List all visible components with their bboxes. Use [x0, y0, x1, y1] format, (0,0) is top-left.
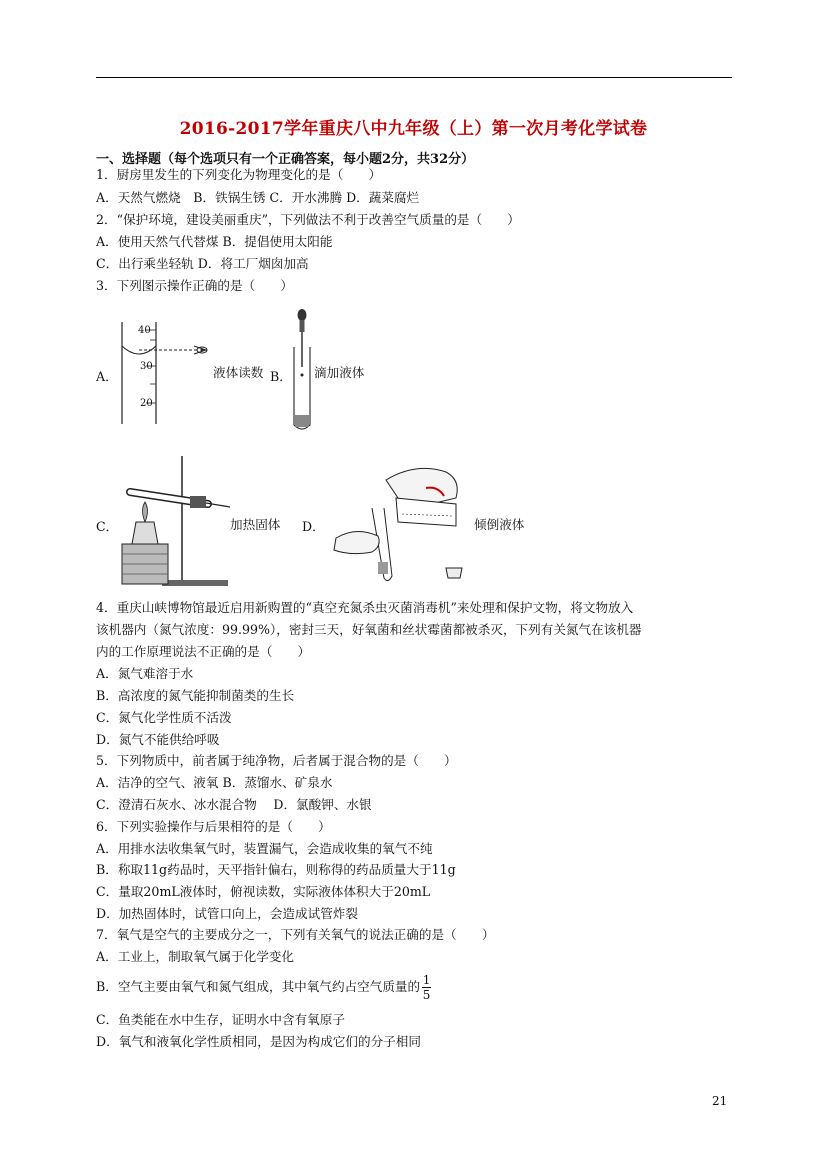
figure-c-caption: 加热固体: [230, 517, 281, 532]
question-7-option-d: D．氧气和液氧化学性质相同，是因为构成它们的分子相同: [96, 1034, 421, 1049]
question-1-options: A．天然气燃烧 B．铁锅生锈 C．开水沸腾 D．蔬菜腐烂: [96, 190, 420, 205]
question-5-options-cd: C．澄清石灰水、冰水混合物 D．氯酸钾、水银: [96, 797, 372, 812]
question-3: 3．下列图示操作正确的是（ ）: [96, 278, 293, 293]
page-number: 21: [712, 1094, 728, 1108]
question-6-option-d: D．加热固体时，试管口向上，会造成试管炸裂: [96, 906, 358, 921]
fraction: [422, 974, 431, 1001]
question-5-options-ab: A．洁净的空气、液氧 B．蒸馏水、矿泉水: [96, 775, 333, 790]
question-4-option-a: A．氮气难溶于水: [96, 666, 194, 681]
dropper-figure: [290, 305, 314, 435]
question-2-options-cd: C．出行乘坐轻轨 D．将工厂烟囱加高: [96, 256, 309, 271]
question-6-option-b: B．称取11g药品时，天平指针偏右，则称得的药品质量大于11g: [96, 862, 456, 877]
question-4-line-1: 4．重庆山峡博物馆最近启用新购置的“真空充氮杀虫灭菌消毒机”来处理和保护文物，将文物放入: [96, 600, 634, 615]
question-4-line-2: 该机器内（氮气浓度：99.99%），密封三天，好氧菌和丝状霉菌都被杀灭，下列有关氮气在该机器: [96, 622, 642, 637]
question-1: 1．厨房里发生的下列变化为物理变化的是（ ）: [96, 167, 382, 182]
question-5: 5．下列物质中，前者属于纯净物，后者属于混合物的是（ ）: [96, 753, 457, 768]
fraction-denominator: 5: [422, 988, 431, 1002]
question-2-options-ab: A．使用天然气代替煤 B．提倡使用太阳能: [96, 234, 333, 249]
figure-a-caption: 液体读数: [213, 365, 264, 380]
figure-b-caption: 滴加液体: [314, 365, 365, 380]
question-7-option-a: A．工业上，制取氧气属于化学变化: [96, 949, 295, 964]
fraction-numerator: 1: [422, 973, 431, 987]
pouring-liquid-figure: [326, 458, 476, 588]
question-6-option-a: A．用排水法收集氧气时，装置漏气，会造成收集的氧气不纯: [96, 841, 433, 856]
question-4-line-3: 内的工作原理说法不正确的是（ ）: [96, 644, 311, 659]
question-7-option-c: C．鱼类能在水中生存，证明水中含有氧原子: [96, 1012, 345, 1027]
tick-label-30: 30: [140, 361, 153, 372]
question-7: 7．氧气是空气的主要成分之一，下列有关氧气的说法正确的是（ ）: [96, 927, 495, 942]
heating-apparatus-figure: [112, 452, 232, 592]
question-4-option-c: C．氮气化学性质不活泼: [96, 710, 232, 725]
section-heading: 一、选择题（每个选项只有一个正确答案，每小题2分，共32分）: [96, 152, 475, 167]
question-7-option-b: [96, 974, 431, 1001]
tick-label-20: 20: [140, 398, 153, 409]
figure-d-caption: 倾倒液体: [474, 517, 525, 532]
tick-label-40: 40: [138, 325, 151, 336]
header-rule: [96, 77, 732, 78]
figure-c-label: C．: [96, 519, 119, 534]
graduated-cylinder-figure: [110, 318, 220, 428]
question-4-option-d: D．氮气不能供给呼吸: [96, 732, 220, 747]
page-title: 2016-2017学年重庆八中九年级（上）第一次月考化学试卷: [179, 119, 648, 139]
figure-a-label: A．: [96, 369, 118, 384]
question-6: 6．下列实验操作与后果相符的是（ ）: [96, 819, 331, 834]
figure-d-label: D．: [302, 519, 325, 534]
figure-b-label: B．: [270, 369, 292, 384]
question-2: 2．“保护环境，建设美丽重庆”，下列做法不利于改善空气质量的是（ ）: [96, 212, 520, 227]
question-4-option-b: B．高浓度的氮气能抑制菌类的生长: [96, 688, 295, 703]
question-6-option-c: C．量取20mL液体时，俯视读数，实际液体体积大于20mL: [96, 884, 431, 899]
question-7-option-b-text: B．空气主要由氧气和氮气组成，其中氧气约占空气质量的: [96, 979, 421, 994]
